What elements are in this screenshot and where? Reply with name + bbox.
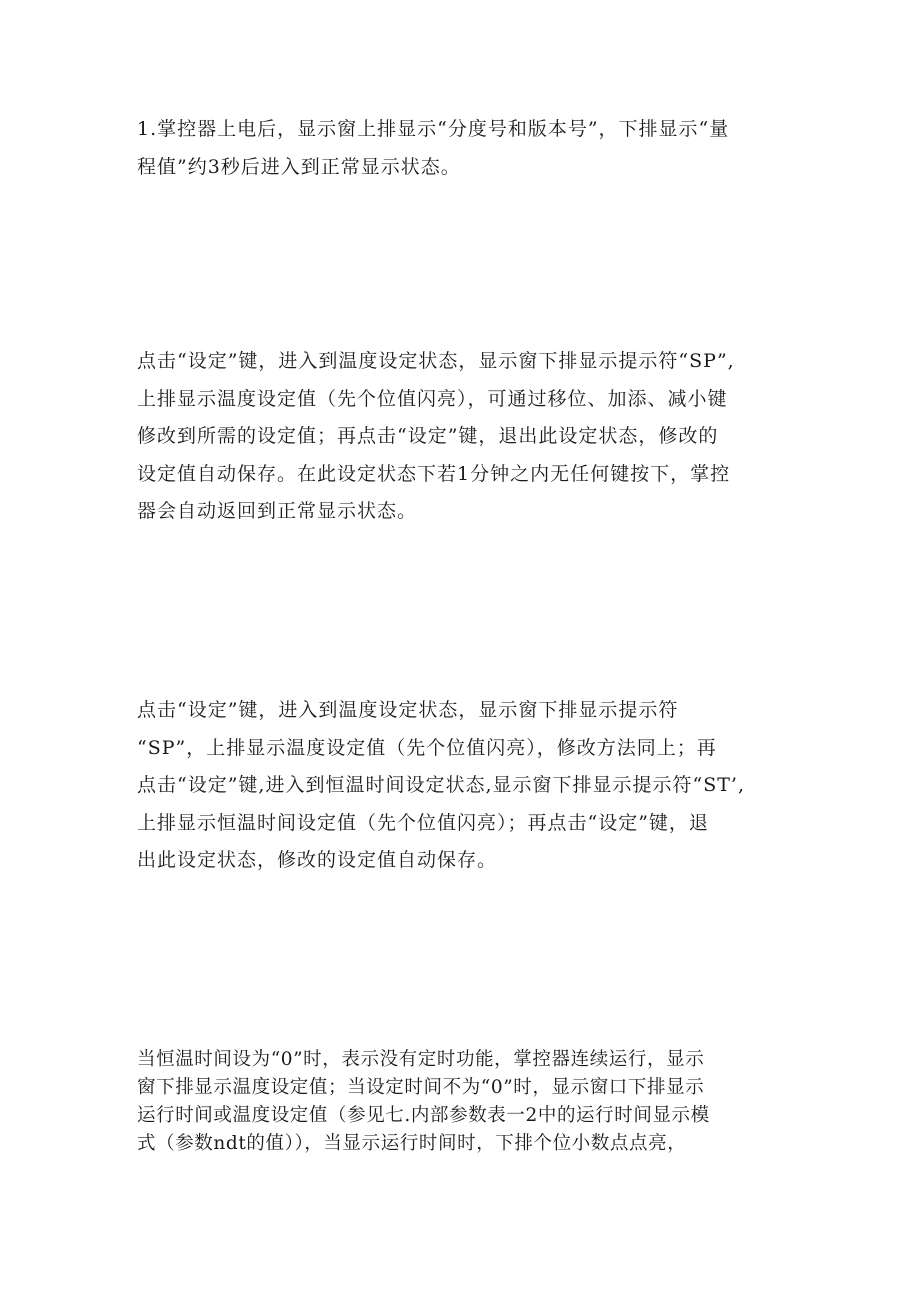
text-line: 点击“设定”键,进入到恒温时间设定状态,显示窗下排显示提示符“ST’, <box>137 774 745 796</box>
text-line: 出此设定状态，修改的设定值自动保存。 <box>137 849 498 871</box>
text-line: 当恒温时间设为“0”时，表示没有定时功能，掌控器连续运行，显示 <box>137 1049 705 1070</box>
paragraph-constant-temperature-time <box>137 692 789 880</box>
text-line: 式（参数ndt的值）），当显示运行时间时，下排个位小数点点亮， <box>137 1133 687 1154</box>
text-line: 1.掌控器上电后，显示窗上排显示“分度号和版本号”，下排显示“量 <box>137 118 730 140</box>
paragraph-timer-zero <box>137 1046 789 1158</box>
text-line: 窗下排显示温度设定值；当设定时间不为“0”时，显示窗口下排显示 <box>137 1077 705 1098</box>
text-line: 修改到所需的设定值；再点击“设定”键，退出此设定状态，修改的 <box>137 425 719 447</box>
text-line: 程值”约3秒后进入到正常显示状态。 <box>137 156 461 178</box>
text-line: 设定值自动保存。在此设定状态下若1分钟之内无任何键按下，掌控 <box>137 462 731 485</box>
text-line: 运行时间或温度设定值（参见七.内部参数表一2中的运行时间显示模 <box>137 1105 710 1126</box>
text-line: “SP”，上排显示温度设定值（先个位值闪亮），修改方法同上；再 <box>137 736 717 759</box>
text-line: 点击“设定”键，进入到温度设定状态，显示窗下排显示提示符 <box>137 699 679 721</box>
text-line: 上排显示恒温时间设定值（先个位值闪亮）；再点击“设定”键，退 <box>137 811 709 834</box>
text-line: 器会自动返回到正常显示状态。 <box>137 500 418 522</box>
text-line: 点击“设定”键，进入到温度设定状态，显示窗下排显示提示符“SP”, <box>137 350 735 372</box>
paragraph-temperature-setting <box>137 343 789 531</box>
paragraph-power-on <box>137 110 789 186</box>
text-line: 上排显示温度设定值（先个位值闪亮），可通过移位、加添、减小键 <box>137 387 728 410</box>
